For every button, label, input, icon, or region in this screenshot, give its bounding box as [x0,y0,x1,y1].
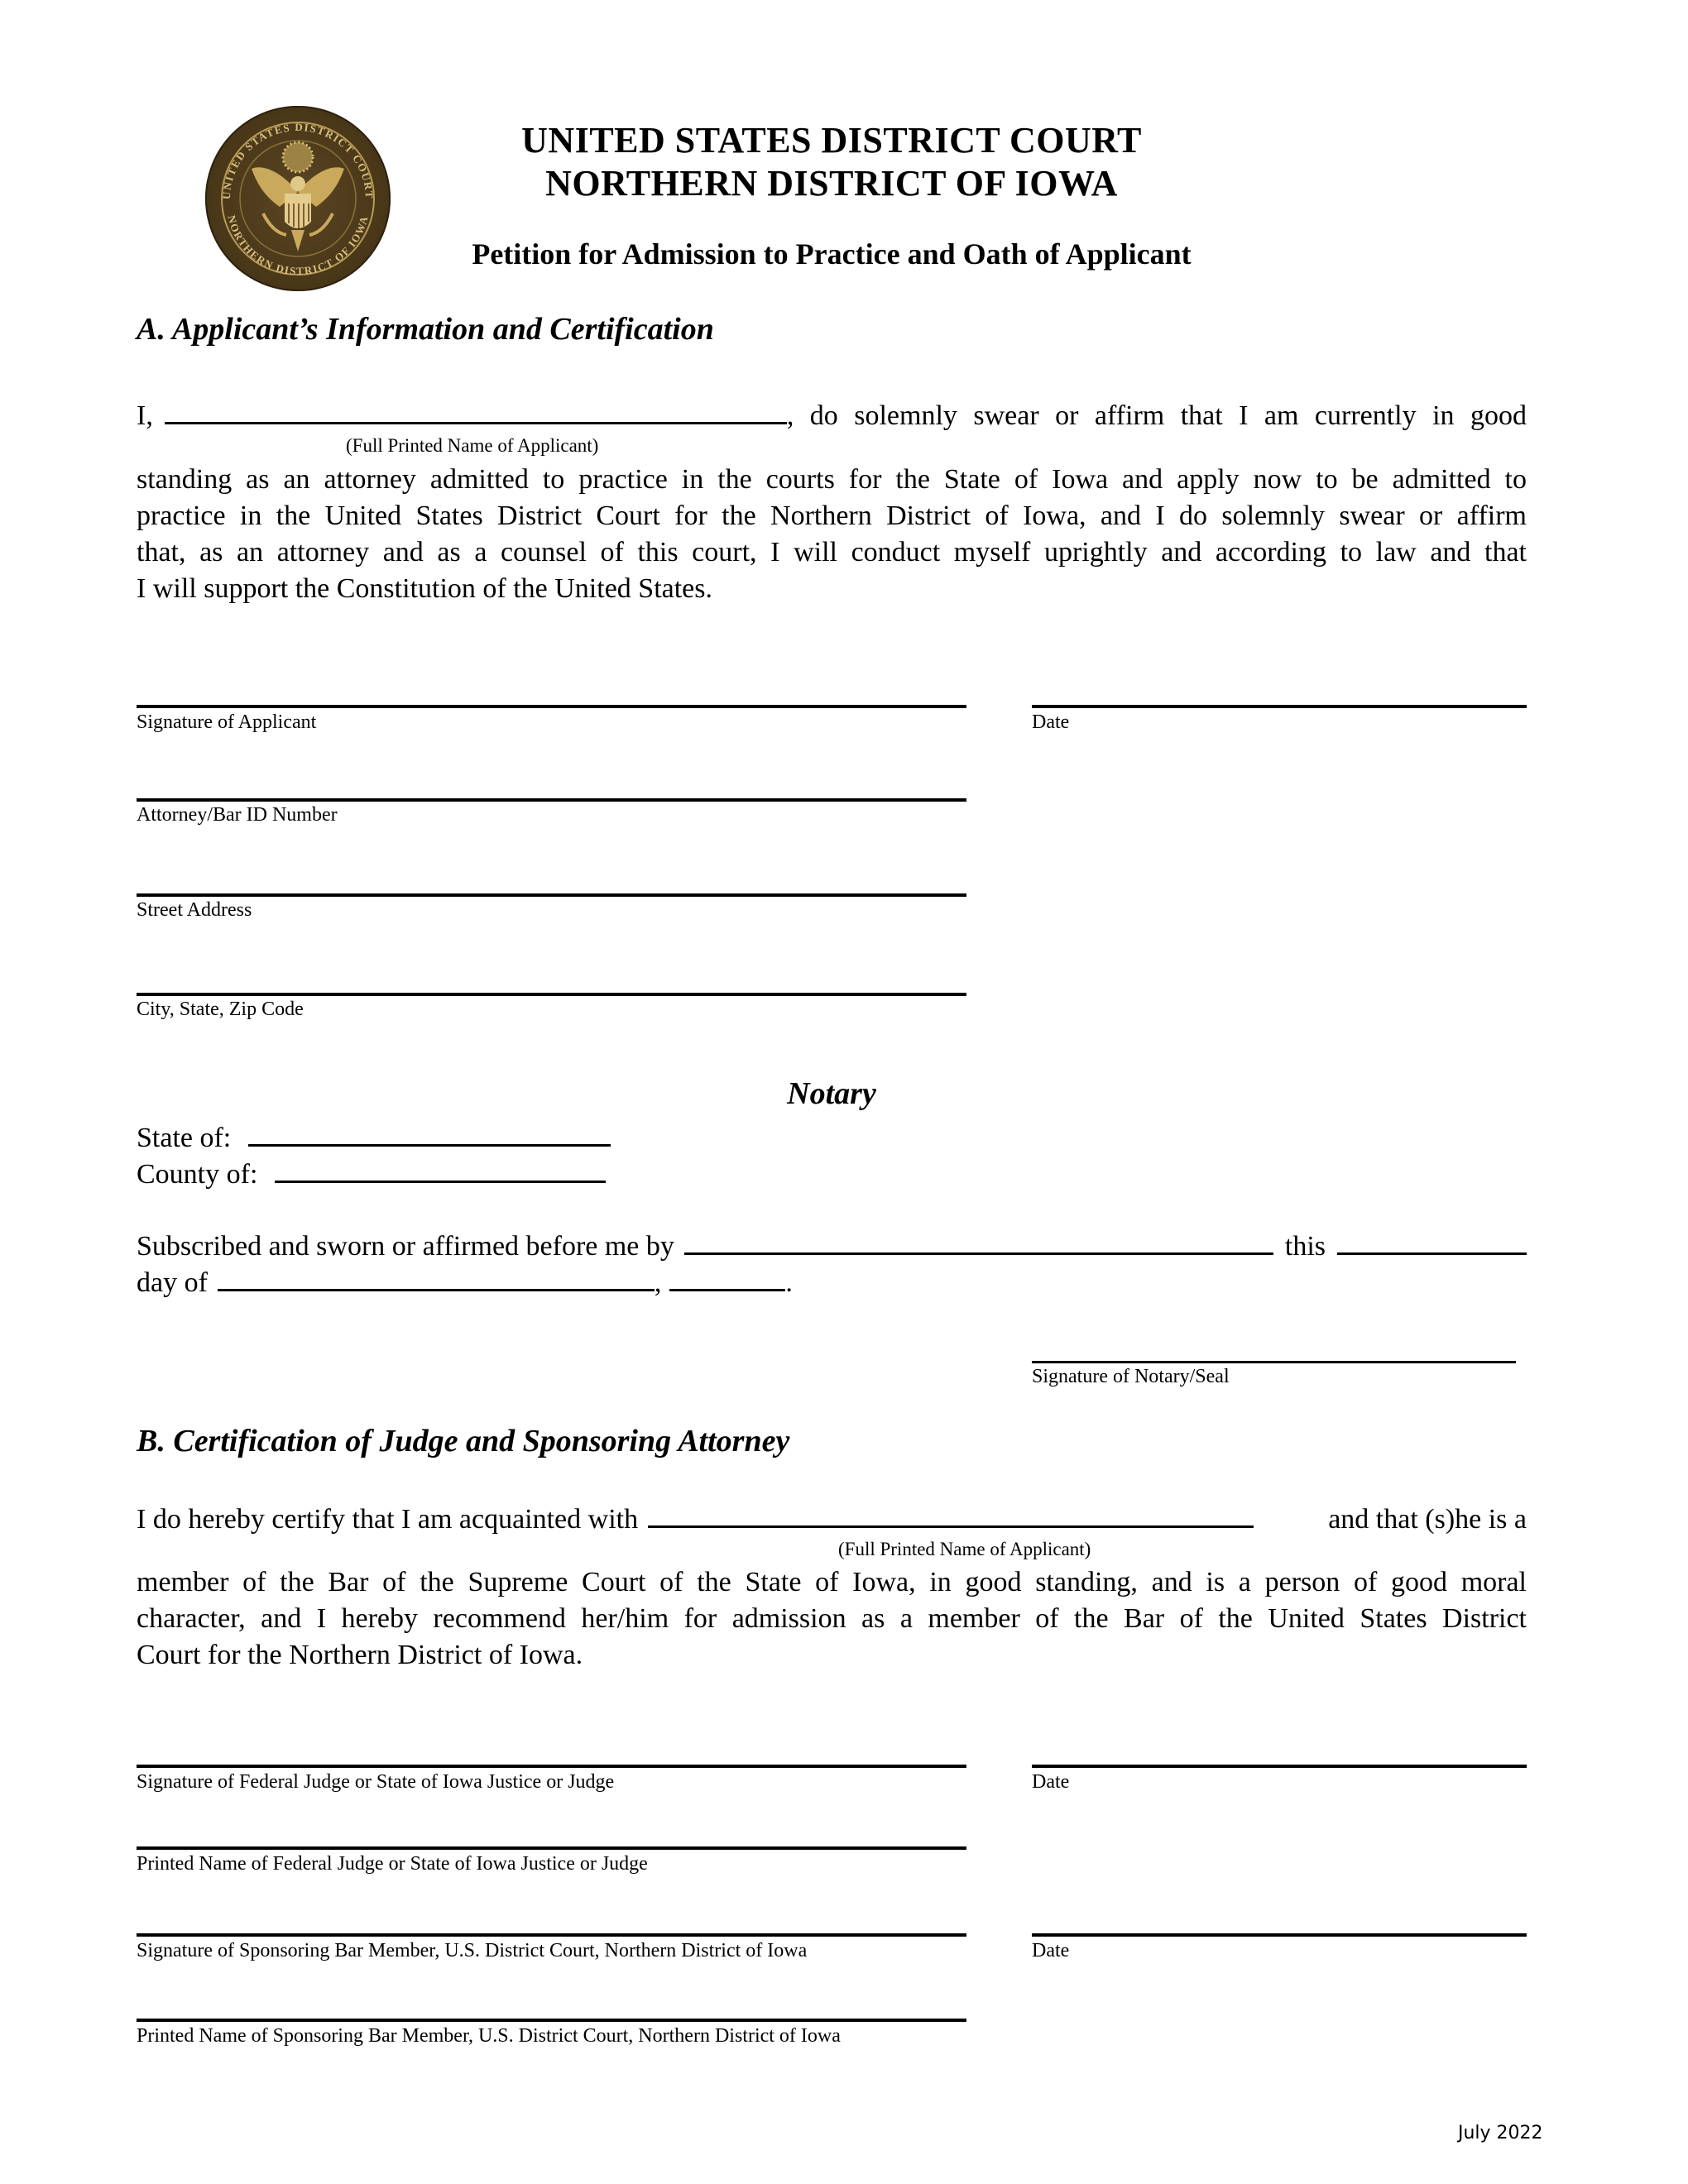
court-name-line1: UNITED STATES DISTRICT COURT [521,120,1142,160]
notary-county-field[interactable] [275,1157,606,1183]
cert-applicant-name-field[interactable] [648,1502,1254,1528]
cert-line-2: member of the Bar of the Supreme Court of the State of Iowa, in good standing, and is a person of good moral [137,1567,1527,1597]
cert-first-line [137,1502,1527,1535]
oath-line-4: that, as an attorney and as a counsel of this court, I will conduct myself uprightly and according to law and that [137,537,1527,568]
judge-signature-label: Signature of Federal Judge or State of Iowa Justice or Judge [137,1771,615,1793]
notary-period: . [785,1267,793,1298]
revision-date: July 2022 [1458,2123,1543,2143]
sponsor-printed-name-field[interactable] [137,2019,966,2022]
judge-date-label: Date [1032,1771,1070,1793]
bar-id-field[interactable] [137,798,966,802]
sponsor-date-label: Date [1032,1940,1070,1961]
street-address-field[interactable] [137,893,966,897]
oath-line-2: standing as an attorney admitted to practice in the courts for the State of Iowa and apply now to be admitted to [137,464,1527,495]
city-state-zip-label: City, State, Zip Code [137,999,304,1020]
notary-comma: , [654,1267,662,1298]
applicant-date-label: Date [1032,711,1070,733]
notary-subscribed-text: Subscribed and sworn or affirmed before me by [137,1231,674,1262]
notary-subscriber-name-field[interactable] [684,1229,1273,1255]
oath-line-5: I will support the Constitution of the United States. [137,573,713,604]
notary-day-of-row [137,1266,793,1299]
city-state-zip-field[interactable] [137,993,966,996]
svg-text:UNITED STATES DISTRICT COURT: UNITED STATES DISTRICT COURT [219,120,376,200]
cert-line-3: character, and I hereby recommend her/him for admission as a member of the Bar of the United States District [137,1603,1527,1634]
notary-this-text: this [1284,1231,1326,1262]
notary-year-field[interactable] [669,1266,785,1291]
oath-line-3: practice in the United States District Court for the Northern District of Iowa, and I do solemnly swear or affirm [137,500,1527,531]
judge-printed-name-field[interactable] [137,1846,966,1850]
document-title: Petition for Admission to Practice and Oath of Applicant [472,237,1192,271]
sponsor-signature-field[interactable] [137,1933,966,1937]
oath-prefix: I, [137,400,153,431]
section-a-heading: A. Applicant’s Information and Certification [137,312,714,347]
svg-text:NORTHERN DISTRICT OF IOWA: NORTHERN DISTRICT OF IOWA [225,213,371,278]
notary-day-field[interactable] [1337,1229,1527,1255]
notary-state-field[interactable] [248,1121,611,1147]
bar-id-label: Attorney/Bar ID Number [137,804,338,826]
judge-printed-name-label: Printed Name of Federal Judge or State of Iowa Justice or Judge [137,1853,648,1875]
street-address-label: Street Address [137,899,252,921]
applicant-date-field[interactable] [1032,705,1527,708]
notary-month-field[interactable] [218,1266,655,1291]
section-b-heading: B. Certification of Judge and Sponsoring Attorney [137,1424,790,1458]
notary-subscribed-row [137,1229,1527,1262]
judge-signature-field[interactable] [137,1765,966,1768]
oath-first-line [137,399,1527,432]
applicant-name-field[interactable] [165,399,787,424]
applicant-signature-field[interactable] [137,705,966,708]
notary-state-row [137,1121,611,1154]
sponsor-printed-name-label: Printed Name of Sponsoring Bar Member, U.S. District Court, Northern District of Iowa [137,2025,841,2047]
cert-suffix: and that (s)he is a [1328,1504,1527,1535]
sponsor-date-field[interactable] [1032,1933,1527,1937]
notary-signature-field[interactable] [1032,1361,1516,1363]
oath-suffix: , do solemnly swear or affirm that I am currently in good [786,400,1527,431]
notary-signature-label: Signature of Notary/Seal [1032,1366,1230,1387]
sponsor-signature-label: Signature of Sponsoring Bar Member, U.S. District Court, Northern District of Iowa [137,1940,808,1961]
cert-prefix: I do hereby certify that I am acquainted with [137,1504,639,1535]
cert-applicant-name-caption: (Full Printed Name of Applicant) [838,1539,1091,1559]
cert-line-4: Court for the Northern District of Iowa. [137,1640,583,1670]
judge-date-field[interactable] [1032,1765,1527,1768]
notary-county-label: County of: [137,1159,258,1190]
applicant-name-caption: (Full Printed Name of Applicant) [346,435,599,456]
applicant-signature-label: Signature of Applicant [137,711,317,733]
notary-state-label: State of: [137,1123,232,1153]
notary-day-of-text: day of [137,1267,208,1298]
notary-county-row [137,1157,606,1190]
notary-heading: Notary [787,1076,876,1111]
court-name-line2: NORTHERN DISTRICT OF IOWA [545,163,1118,204]
